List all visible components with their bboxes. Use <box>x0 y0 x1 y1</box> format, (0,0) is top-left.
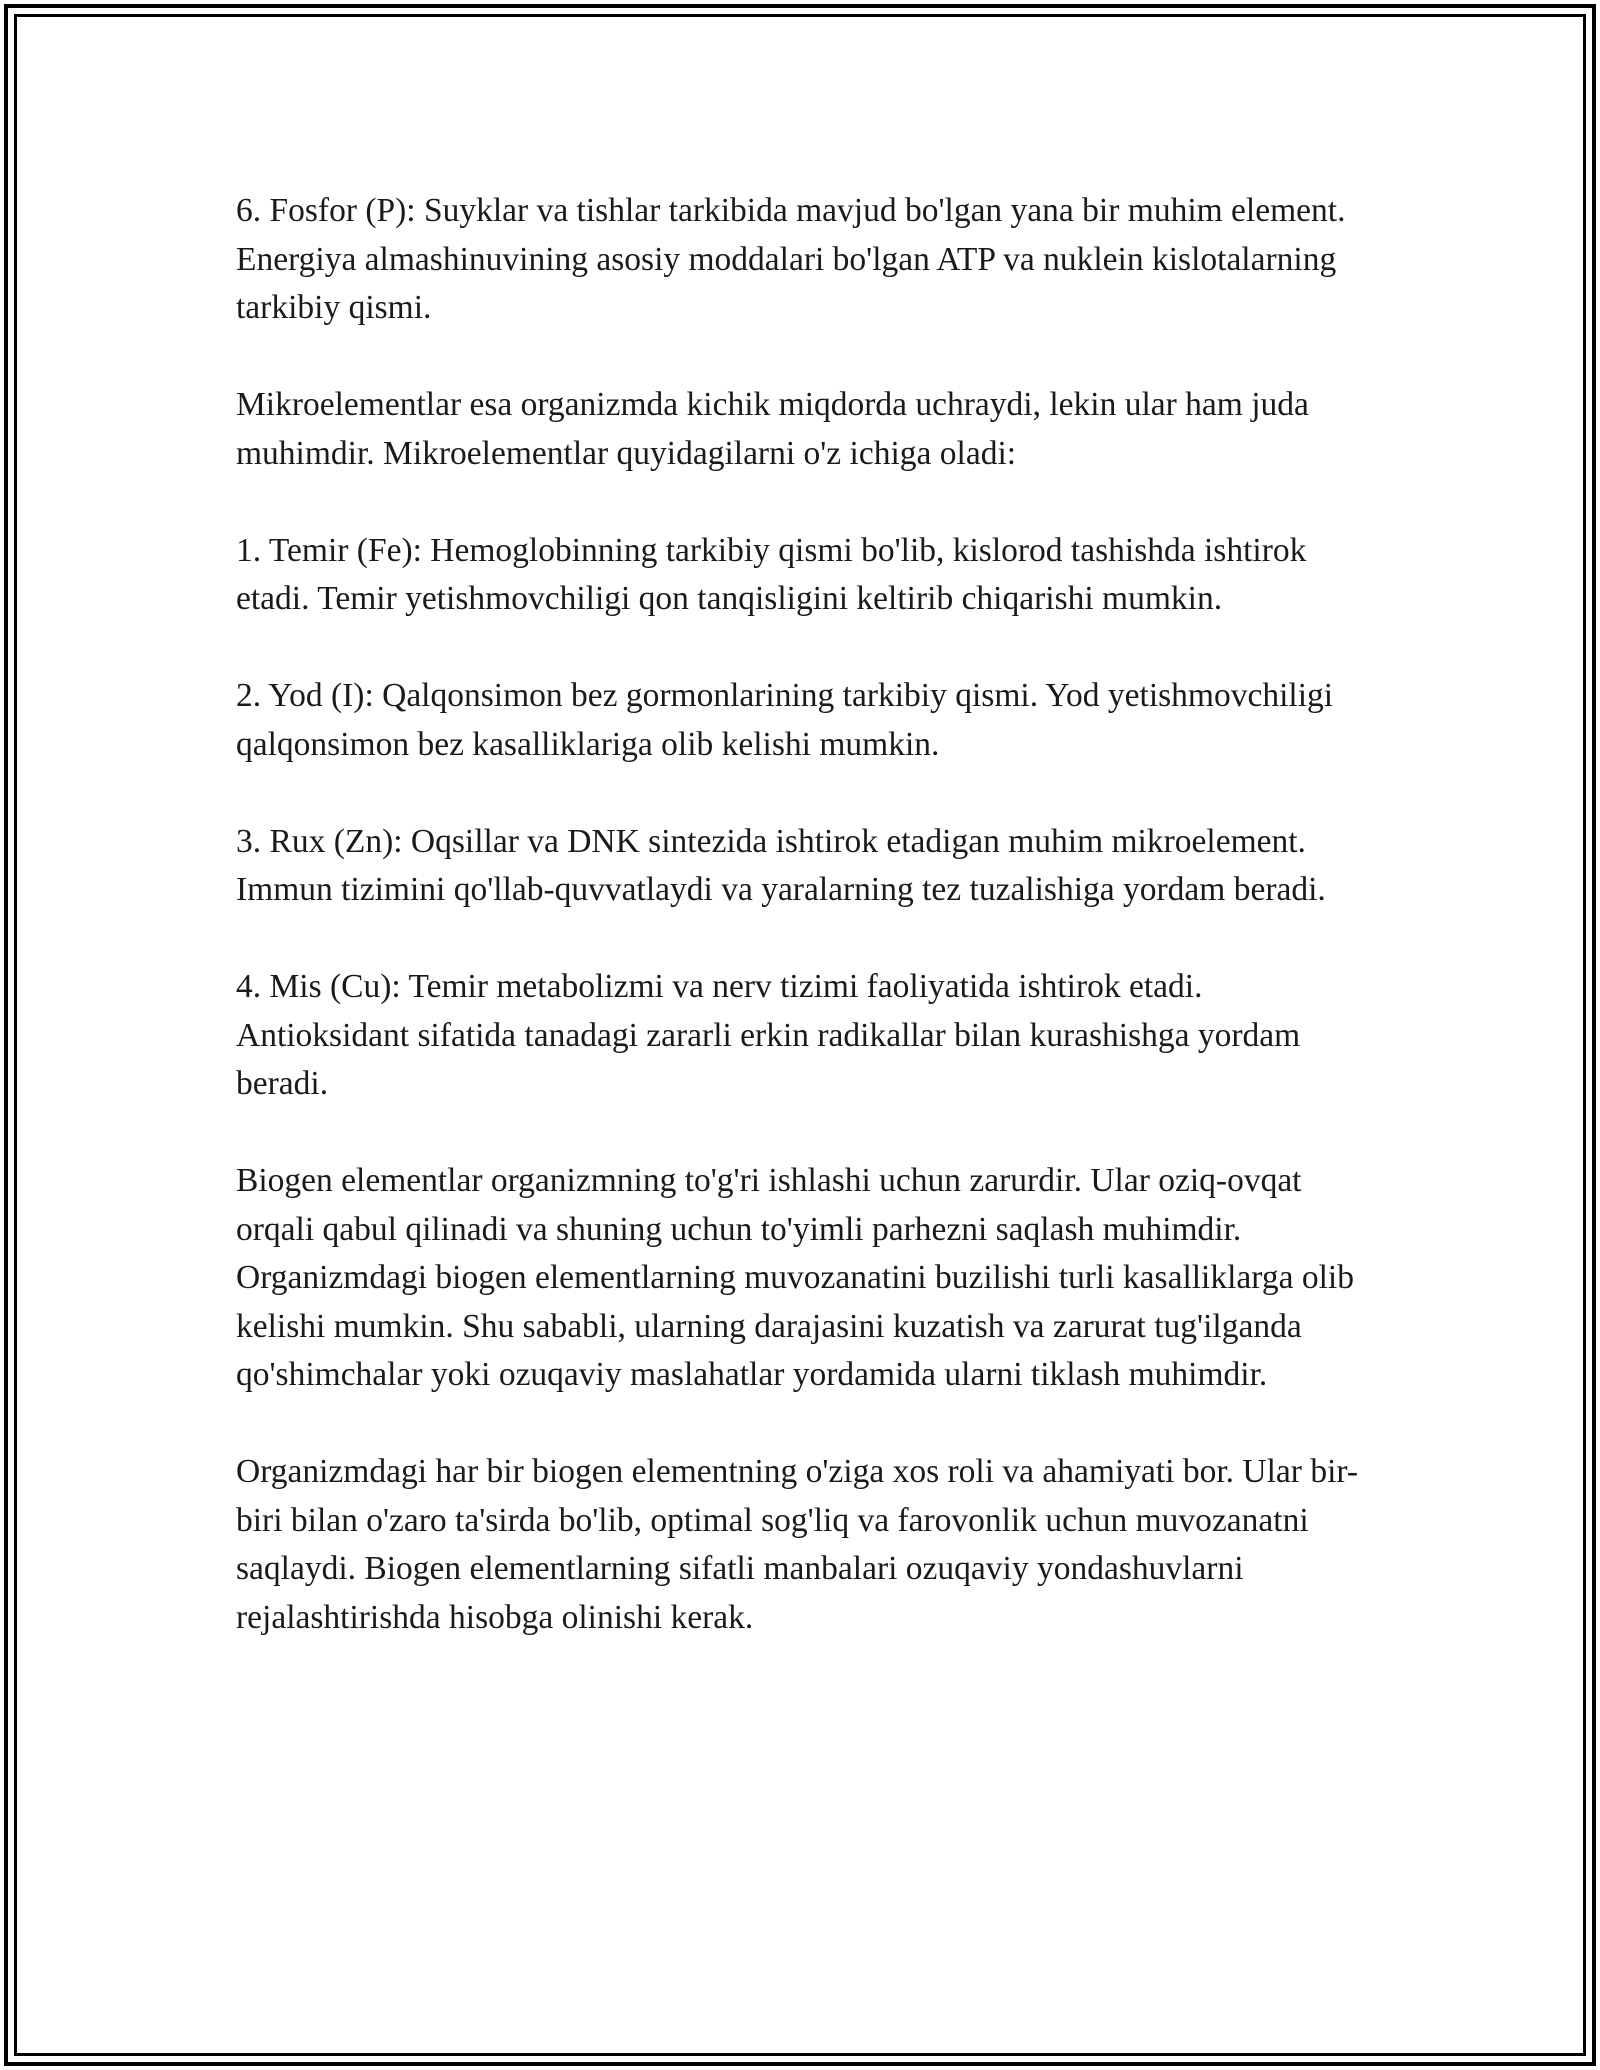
paragraph-yod: 2. Yod (I): Qalqonsimon bez gormonlarining tarkibiy qismi. Yod yetishmovchiligi qalqonsimon bez kasalliklariga olib kelishi mumkin. <box>236 677 1334 763</box>
paragraph-biogen-elementlar: Biogen elementlar organizmning to'g'ri ishlashi uchun zarurdir. Ular oziq-ovqat orqali qabul qilinadi va shuning uchun to'yimli parhezni saqlash muhimdir. Organizmdagi biogen elementlarning muvozanatini buzilishi turli kasalliklarga olib kelishi mumkin. Shu sababli, ularning darajasini kuzatish va zarurat tug'ilganda qo'shimchalar yoki ozuqaviy maslahatlar yordamida ularni tiklash muhimdir. <box>236 1162 1354 1393</box>
paragraph-conclusion: Organizmdagi har bir biogen elementning o'ziga xos roli va ahamiyati bor. Ular bir-biri bilan o'zaro ta'sirda bo'lib, optimal sog'liq va farovonlik uchun muvozanatni saqlaydi. Biogen elementlarning sifatli manbalari ozuqaviy yondashuvlarni rejalashtirishda hisobga olinishi kerak. <box>236 1453 1359 1636</box>
paragraph-fosfor: 6. Fosfor (P): Suyklar va tishlar tarkibida mavjud bo'lgan yana bir muhim element. Energiya almashinuvining asosiy moddalari bo'lgan ATP va nuklein kislotalarning tarkibiy qismi. <box>236 192 1346 326</box>
paragraph-mis: 4. Mis (Cu): Temir metabolizmi va nerv tizimi faoliyatida ishtirok etadi. Antioksidant sifatida tanadagi zararli erkin radikallar bilan kurashishga yordam beradi. <box>236 968 1301 1102</box>
paragraph-temir: 1. Temir (Fe): Hemoglobinning tarkibiy qismi bo'lib, kislorod tashishda ishtirok etadi. Temir yetishmovchiligi qon tanqisligini keltirib chiqarishi mumkin. <box>236 531 1307 617</box>
paragraph-rux: 3. Rux (Zn): Oqsillar va DNK sintezida ishtirok etadigan muhim mikroelement. Immun tizimini qo'llab-quvvatlaydi va yaralarning tez tuzalishiga yordam beradi. <box>236 822 1326 908</box>
paragraph-mikroelementlar-intro: Mikroelementlar esa organizmda kichik miqdorda uchraydi, lekin ular ham juda muhimdir. Mikroelementlar quyidagilarni o'z ichiga oladi: <box>236 386 1309 472</box>
document-body <box>236 187 1366 1691</box>
